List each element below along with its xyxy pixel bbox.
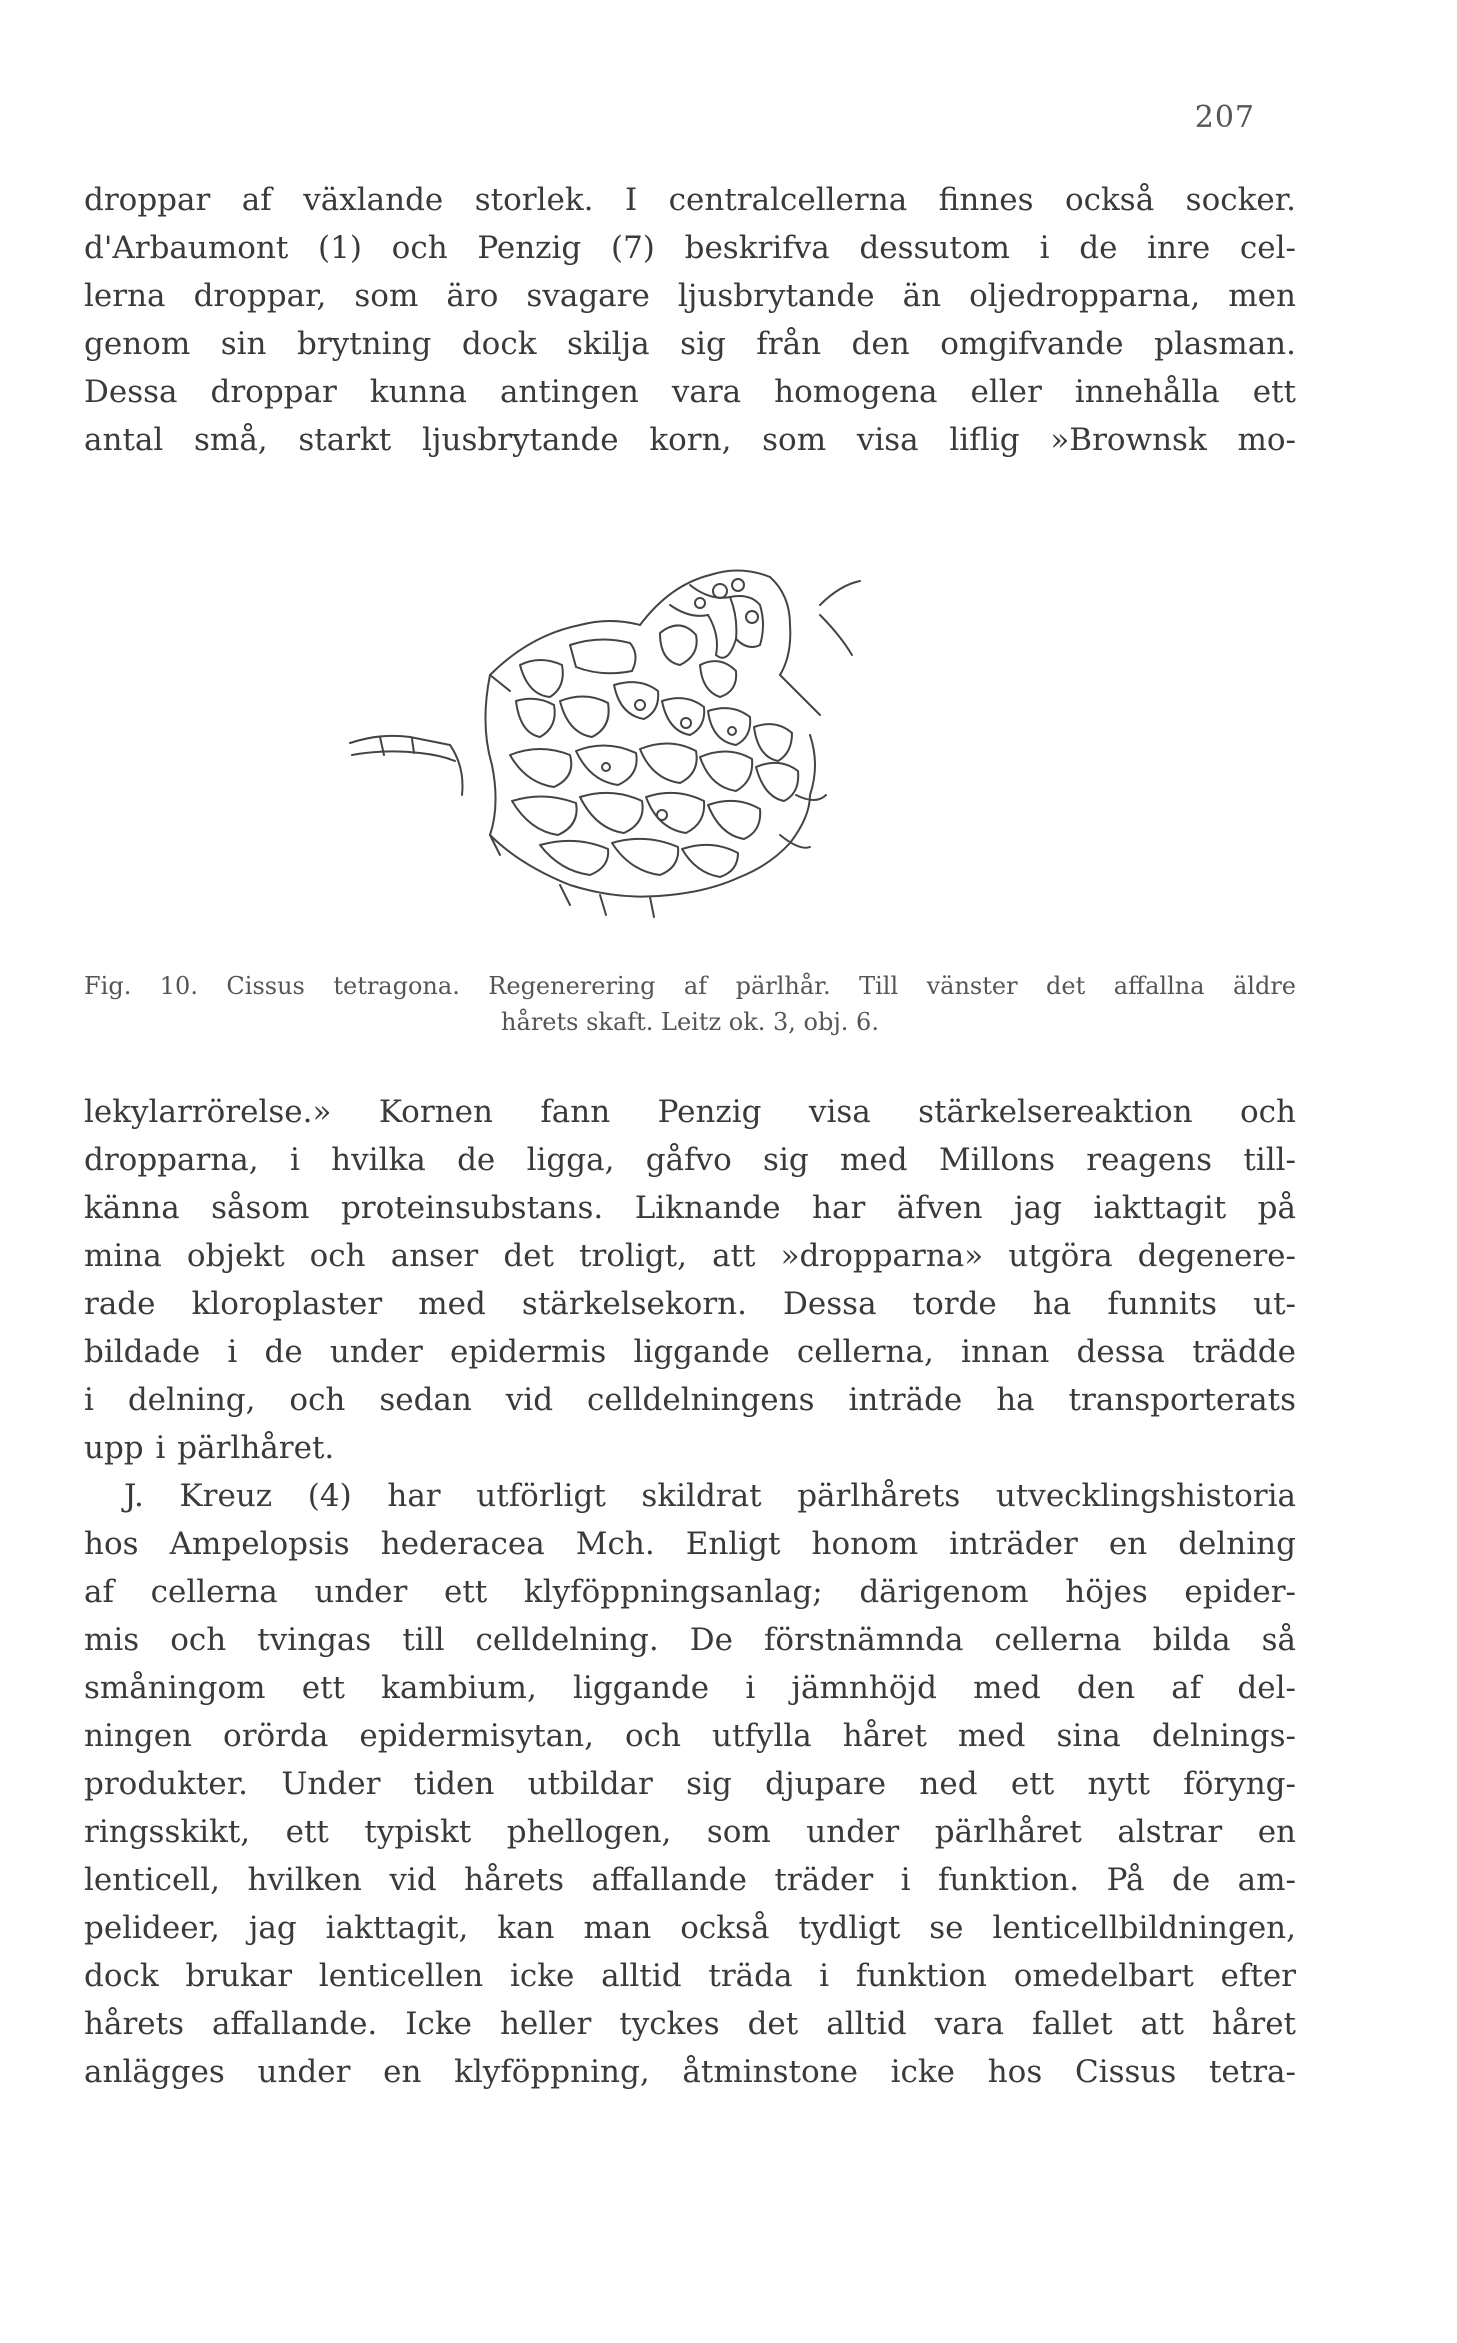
text-line: känna såsom proteinsubstans. Liknande har äfven jag iakttagit på	[84, 1190, 1296, 1226]
cell-drawing-illustration	[340, 505, 1040, 945]
caption-line: hårets skaft. Leitz ok. 3, obj. 6.	[501, 1008, 879, 1036]
text-line: hos Ampelopsis hederacea Mch. Enligt honom inträder en delning	[84, 1526, 1296, 1562]
text-line: produkter. Under tiden utbildar sig djupare ned ett nytt föryng-	[84, 1766, 1296, 1802]
text-line: lerna droppar, som äro svagare ljusbrytande än oljedropparna, men	[84, 278, 1296, 314]
text-line: upp i pärlhåret.	[84, 1430, 335, 1466]
text-line: ringsskikt, ett typiskt phellogen, som under pärlhåret alstrar en	[84, 1814, 1296, 1850]
text-line: af cellerna under ett klyföppningsanlag; därigenom höjes epider-	[84, 1574, 1296, 1610]
text-line: dock brukar lenticellen icke alltid träda i funktion omedelbart efter	[84, 1958, 1296, 1994]
text-line: J. Kreuz (4) har utförligt skildrat pärlhårets utvecklingshistoria	[124, 1478, 1296, 1514]
bottom-paragraph	[84, 1088, 1296, 2096]
text-line: d'Arbaumont (1) och Penzig (7) beskrifva dessutom i de inre cel-	[84, 230, 1296, 266]
figure-caption	[84, 968, 1296, 1040]
text-line: rade kloroplaster med stärkelsekorn. Dessa torde ha funnits ut-	[84, 1286, 1296, 1322]
text-line: småningom ett kambium, liggande i jämnhöjd med den af del-	[84, 1670, 1296, 1706]
text-line: mina objekt och anser det troligt, att »dropparna» utgöra degenere-	[84, 1238, 1296, 1274]
text-line: bildade i de under epidermis liggande cellerna, innan dessa trädde	[84, 1334, 1296, 1370]
text-line: anlägges under en klyföppning, åtminstone icke hos Cissus tetra-	[84, 2054, 1296, 2090]
text-line: antal små, starkt ljusbrytande korn, som visa liflig »Brownsk mo-	[84, 422, 1296, 458]
text-line: ningen orörda epidermisytan, och utfylla håret med sina delnings-	[84, 1718, 1296, 1754]
text-line: mis och tvingas till celldelning. De förstnämnda cellerna bilda så	[84, 1622, 1296, 1658]
text-line: lenticell, hvilken vid hårets affallande träder i funktion. På de am-	[84, 1862, 1296, 1898]
text-line: genom sin brytning dock skilja sig från den omgifvande plasman.	[84, 326, 1296, 362]
top-paragraph	[84, 176, 1296, 464]
text-line: Dessa droppar kunna antingen vara homogena eller innehålla ett	[84, 374, 1296, 410]
text-line: i delning, och sedan vid celldelningens inträde ha transporterats	[84, 1382, 1296, 1418]
text-line: lekylarrörelse.» Kornen fann Penzig visa stärkelsereaktion och	[84, 1094, 1296, 1130]
figure-cell-drawing	[340, 505, 1040, 945]
text-line: dropparna, i hvilka de ligga, gåfvo sig med Millons reagens till-	[84, 1142, 1296, 1178]
page-number: 207	[1194, 100, 1255, 135]
text-line: pelideer, jag iakttagit, kan man också tydligt se lenticellbildningen,	[84, 1910, 1296, 1946]
text-line: droppar af växlande storlek. I centralcellerna finnes också socker.	[84, 182, 1296, 218]
caption-line: Fig. 10. Cissus tetragona. Regenerering af pärlhår. Till vänster det affallna äldre	[84, 972, 1296, 1000]
text-line: hårets affallande. Icke heller tyckes det alltid vara fallet att håret	[84, 2006, 1296, 2042]
